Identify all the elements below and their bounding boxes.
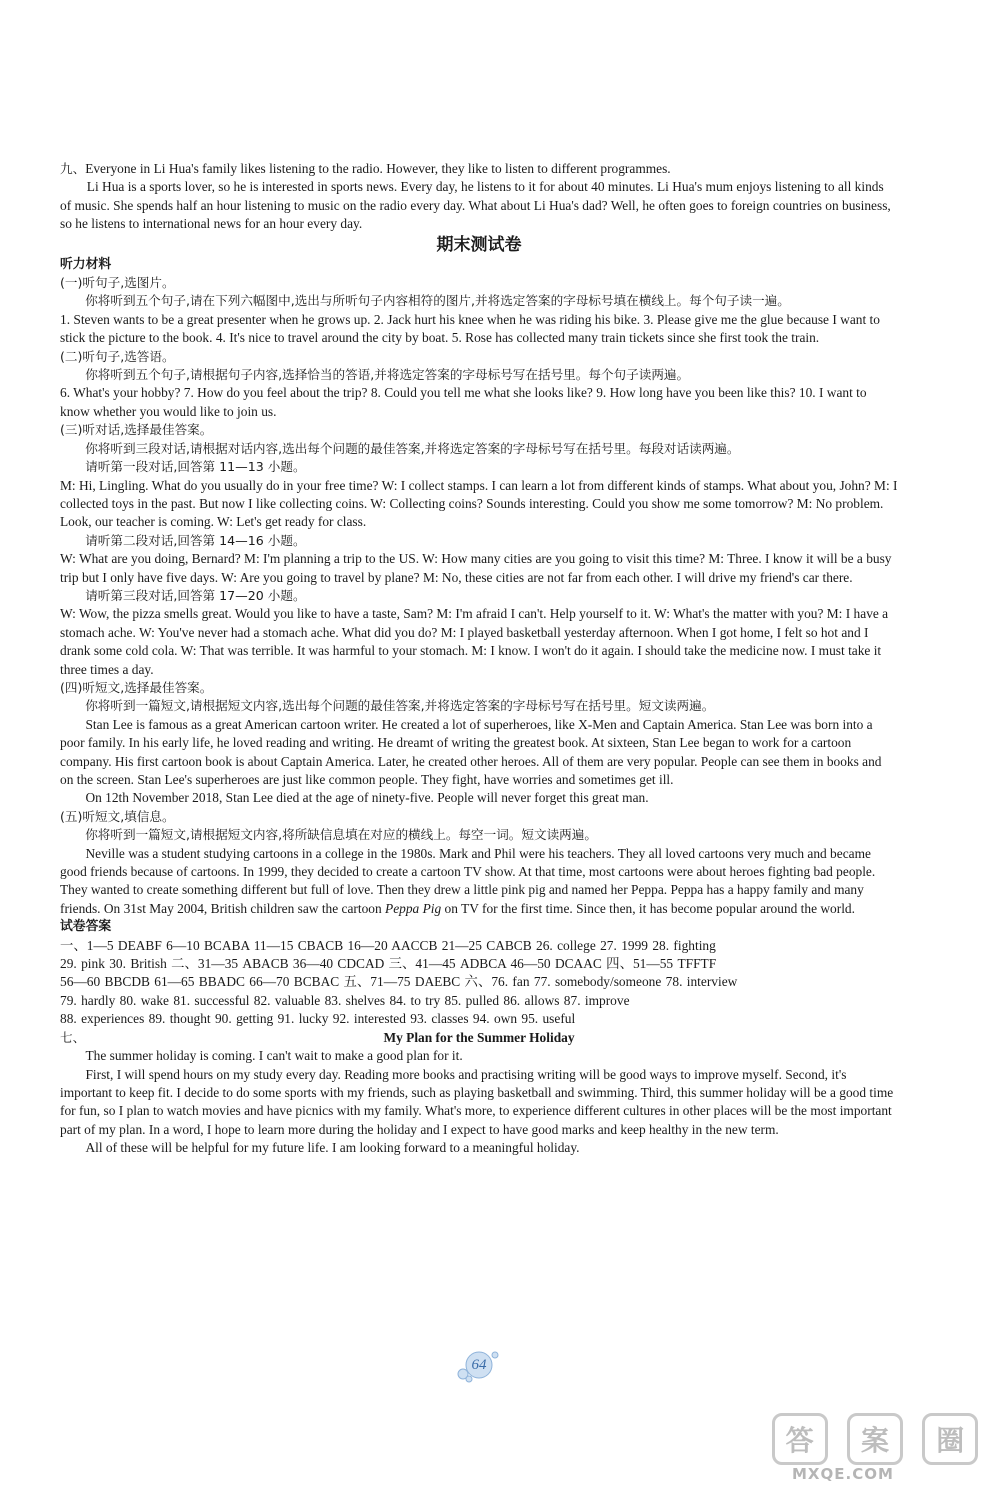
page-number-text: 64	[471, 1356, 487, 1373]
part2-text: 6. What's your hobby? 7. How do you feel about the trip? 8. Could you tell me what she looks like? 9. How long have you been like this? 10. I want to know whether you would like to join us.	[60, 385, 867, 419]
dialogue1-intro: 请听第一段对话,回答第 11—13 小题。	[85, 459, 306, 475]
part2-heading: (二)听句子,选答语。	[60, 348, 175, 364]
part4-instruction: 你将听到一篇短文,请根据短文内容,选出每个问题的最佳答案,并将选定答案的字母标号写在括号里。短文读两遍。	[85, 698, 715, 714]
section-9-paragraph: Li Hua is a sports lover, so he is interested in sports news. Every day, he listens to it for about 40 minutes. Li Hua's mum enjoys listening to all kinds of music. She spends half an hour listening to music on the radio every day. What about Li Hua's dad? Well, he often goes to foreign countries on business, so he listens to international news for an hour every day.	[60, 179, 891, 232]
essay-title: My Plan for the Summer Holiday	[383, 1029, 575, 1045]
answers-heading: 试卷答案	[60, 919, 112, 935]
part1-instruction: 你将听到五个句子,请在下列六幅图中,选出与所听句子内容相符的图片,并将选定答案的字母标号填在横线上。每个句子读一遍。	[85, 293, 790, 309]
answer-line: 79. hardly 80. wake 81. successful 82. valuable 83. shelves 84. to try 85. pulled 86. allows 87. improve	[60, 992, 630, 1008]
part4-paragraph2: On 12th November 2018, Stan Lee died at the age of ninety-five. People will never forget this great man.	[85, 790, 649, 806]
dialogue1-text: M: Hi, Lingling. What do you usually do in your free time? W: I collect stamps. I can learn a lot from different kinds of stamps. What about you, John? M: I collected toys in the past. But now I like collecting coins. W: Collecting coins? Sounds interesting. Could you show me some tomorrow? M: No problem. Look, our teacher is coming. W: Let's get ready for class.	[60, 477, 898, 530]
dialogue3-text: W: Wow, the pizza smells great. Would you like to have a taste, Sam? M: I'm afraid I can't. Help yourself to it. W: What's the matter with you? M: I have a stomach ache. W: You've never had a stomach ache. What did you do? M: I played basketball yesterday afternoon. When I got home, I felt so hot and I drank some cold cola. W: That was terrible. It was harmful to your stomach. M: I know. I won't do it again. I should take the medicine now. I must take it three times a day.	[60, 606, 889, 677]
part3-heading: (三)听对话,选择最佳答案。	[60, 422, 213, 438]
page-number	[455, 1346, 503, 1384]
essay-paragraph3: All of these will be helpful for my future life. I am looking forward to a meaningful holiday.	[85, 1140, 580, 1156]
answer-page	[60, 160, 898, 1158]
part1-heading: (一)听句子,选图片。	[60, 275, 175, 291]
watermark-url: MXQE.COM	[792, 1465, 894, 1483]
part4-paragraph1: Stan Lee is famous as a great American cartoon writer. He created a lot of superheroes, like X-Men and Captain America. Stan Lee was born into a poor family. In his early life, he loved reading and writing. He dreamt of writing the greatest book. At sixteen, Stan Lee began to work for a cartoon company. His first cartoon book is about Captain America. Later, he created other heroes. All of them are very popular. People can see them in books and on the screen. Stan Lee's superheroes are just like common people. They fight, have worries and sometimes get ill.	[60, 716, 882, 787]
answer-line: 一、1—5 DEABF 6—10 BCABA 11—15 CBACB 16—20 AACCB 21—25 CABCB 26. college 27. 1999 28. fighting	[60, 937, 716, 953]
essay-title-line	[60, 1029, 898, 1047]
part5-heading: (五)听短文,填信息。	[60, 808, 175, 824]
section-9-label: 九、	[60, 161, 86, 176]
essay-paragraph1: The summer holiday is coming. I can't wait to make a good plan for it.	[85, 1048, 463, 1064]
listening-heading: 听力材料	[60, 256, 112, 272]
part2-instruction: 你将听到五个句子,请根据句子内容,选择恰当的答语,并将选定答案的字母标号写在括号里。每个句子读两遍。	[85, 367, 690, 383]
watermark-char: 案	[847, 1413, 903, 1465]
answer-key	[60, 937, 898, 1029]
part5-instruction: 你将听到一篇短文,请根据短文内容,将所缺信息填在对应的横线上。每空一词。短文读两遍。	[85, 827, 597, 843]
essay-label: 七、	[60, 1029, 86, 1045]
answer-line: 29. pink 30. British 二、31—35 ABACB 36—40 CDCAD 三、41—45 ADBCA 46—50 DCAAC 四、51—55 TFFTF	[60, 956, 717, 972]
part4-heading: (四)听短文,选择最佳答案。	[60, 679, 213, 695]
watermark-char: 答	[772, 1413, 828, 1465]
part3-instruction: 你将听到三段对话,请根据对话内容,选出每个问题的最佳答案,并将选定答案的字母标号写在括号里。每段对话读两遍。	[85, 440, 740, 456]
answer-line: 88. experiences 89. thought 90. getting 91. lucky 92. interested 93. classes 94. own 95. useful	[60, 1011, 576, 1027]
part1-text: 1. Steven wants to be a great presenter when he grows up. 2. Jack hurt his knee when he was riding his bike. 3. Please give me the glue because I want to stick the picture to the book. 4. It's nice to travel around the city by boat. 5. Rose has collected many train tickets since she first took the train.	[60, 311, 880, 346]
dialogue2-intro: 请听第二段对话,回答第 14—16 小题。	[85, 532, 306, 548]
watermark-logo	[762, 1415, 988, 1485]
exam-title: 期末测试卷	[436, 234, 522, 255]
peppa-pig-title: Peppa Pig	[385, 900, 442, 916]
part5-text: Neville was a student studying cartoons in a college in the 1980s. Mark and Phil were his teachers. They all loved cartoons very much and became good friends because of cartoons. In 1999, they decided to create a cartoon TV show. At that time, most cartoons were about heroes fighting bad people. They wanted to create something different but full of love. Then they drew a little pink pig and named her Peppa. Peppa has a happy family and many friends. On 31st May 2004, British children saw the cartoon Peppa Pig on TV for the first time. Since then, it has become popular around the world.	[60, 845, 876, 916]
dialogue2-text: W: What are you doing, Bernard? M: I'm planning a trip to the US. W: How many cities are you going to visit this time? M: Three. I know it will be a busy trip but I only have five days. W: Are you going to travel by plane? M: No, these cities are not far from each other. I will drive my friend's car there.	[60, 551, 892, 585]
answer-line: 56—60 BBCDB 61—65 BBADC 66—70 BCBAC 五、71—75 DAEBC 六、76. fan 77. somebody/someone 78. interview	[60, 974, 738, 990]
section-9-line1: 九、Everyone in Li Hua's family likes listening to the radio. However, they like to listen to different programmes.	[60, 161, 671, 176]
essay-paragraph2: First, I will spend hours on my study every day. Reading more books and practising writing will be good ways to improve myself. Second, it's important to keep fit. I decide to do some sports with my friends, such as playing basketball and swimming. Third, this summer holiday will be a good time for fun, so I plan to watch movies and have picnics with my family. What's more, to experience different cultures in other places will be the most important part of my plan. In a word, I hope to learn more during the holiday and I expect to have good marks and keep healthy in the new term.	[60, 1066, 894, 1137]
dialogue3-intro: 请听第三段对话,回答第 17—20 小题。	[85, 587, 306, 603]
watermark-char: 圈	[922, 1413, 978, 1465]
